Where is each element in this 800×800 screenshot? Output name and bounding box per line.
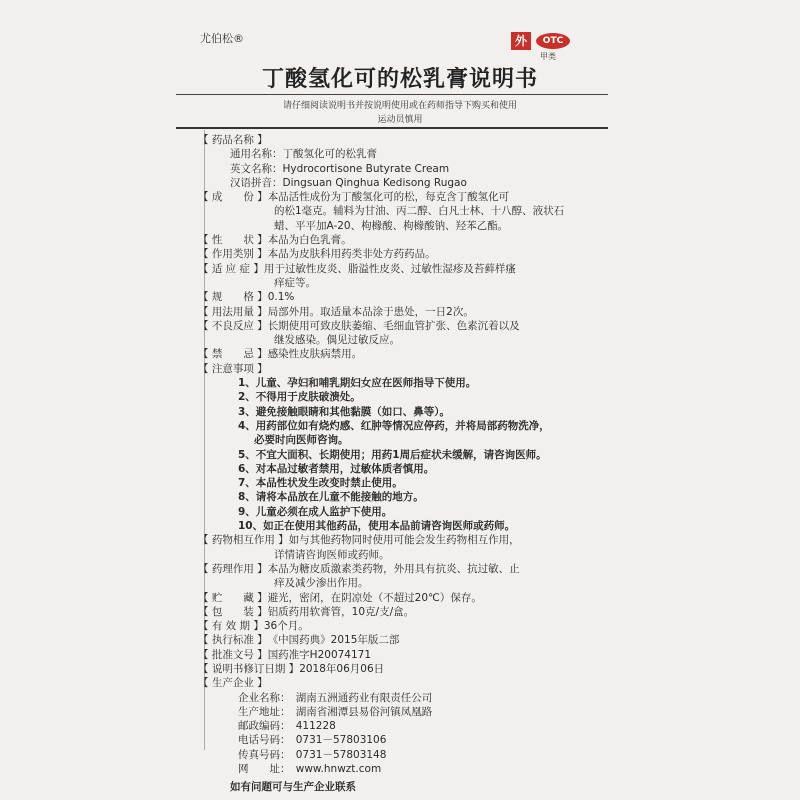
section-spec: 【 规 格 】0.1% bbox=[198, 291, 295, 304]
indications-line2: 痒症等。 bbox=[274, 276, 316, 289]
brand-logo: 尤伯松® bbox=[200, 32, 244, 45]
precaution-item: 5、不宜大面积、长期使用；用药1周后症状未缓解，请咨询医师。 bbox=[238, 448, 547, 461]
external-use-badge: 外 bbox=[511, 32, 531, 50]
athlete-notice: 运动员慎用 bbox=[377, 115, 423, 125]
precaution-item: 8、请将本品放在儿童不能接触的地方。 bbox=[238, 491, 424, 504]
precaution-item: 3、避免接触眼睛和其他黏膜（如口、鼻等）。 bbox=[238, 405, 451, 418]
precaution-item: 6、对本品过敏者禁用，过敏体质者慎用。 bbox=[238, 462, 435, 475]
interactions-line2: 详情请咨询医师或药师。 bbox=[274, 548, 390, 561]
precaution-item: 10、如正在使用其他药品，使用本品前请咨询医师或药师。 bbox=[238, 520, 516, 533]
section-validity: 【 有 效 期 】36个月。 bbox=[198, 620, 309, 633]
section-category: 【 作用类别 】本品为皮肤科用药类非处方药药品。 bbox=[198, 248, 436, 261]
section-contraindications: 【 禁 忌 】感染性皮肤病禁用。 bbox=[198, 348, 363, 361]
manufacturer-website: 网 址： www.hnwzt.com bbox=[238, 763, 382, 776]
section-interactions: 【 药物相互作用 】如与其他药物同时使用可能会发生药物相互作用， bbox=[198, 534, 520, 547]
title-divider bbox=[176, 94, 608, 95]
precaution-item: 7、本品性状发生改变时禁止使用。 bbox=[238, 477, 403, 490]
pinyin-name: 汉语拼音：Dingsuan Qinghua Kedisong Rugao bbox=[230, 176, 467, 189]
section-standard: 【 执行标准 】《中国药典》2015年版二部 bbox=[198, 634, 400, 647]
otc-badge: OTC bbox=[536, 33, 570, 49]
precaution-item: 9、儿童必须在成人监护下使用。 bbox=[238, 505, 393, 518]
section-pharmacology: 【 药理作用 】本品为糖皮质激素类药物，外用具有抗炎、抗过敏、止 bbox=[198, 562, 520, 575]
leaflet-body bbox=[198, 133, 598, 795]
section-indications: 【 适 应 症 】用于过敏性皮炎、脂溢性皮炎、过敏性湿疹及苔藓样瘙 bbox=[198, 262, 516, 275]
manufacturer-postcode: 邮政编码： 411228 bbox=[238, 720, 336, 733]
contact-footer: 如有问题可与生产企业联系 bbox=[230, 781, 356, 794]
manufacturer-fax: 传真号码： 0731－57803148 bbox=[238, 748, 387, 761]
pharmacology-line2: 痒及减少渗出作用。 bbox=[274, 577, 369, 590]
manufacturer-phone: 电话号码： 0731－57803106 bbox=[238, 734, 387, 747]
section-approval: 【 批准文号 】国药准字H20074171 bbox=[198, 648, 372, 661]
precaution-item: 4、用药部位如有烧灼感、红肿等情况应停药，并将局部药物洗净， bbox=[238, 419, 550, 432]
precaution-item-continued: 必要时向医师咨询。 bbox=[254, 434, 349, 447]
document-title: 丁酸氢化可的松乳膏说明书 bbox=[261, 67, 538, 92]
ingredients-line3: 蜡、平平加A-20、枸橼酸、枸橼酸钠、羟苯乙酯。 bbox=[274, 219, 509, 232]
common-name: 通用名称：丁酸氢化可的松乳膏 bbox=[230, 148, 377, 161]
section-character: 【 性 状 】本品为白色乳膏。 bbox=[198, 234, 352, 247]
adverse-line2: 继发感染。偶见过敏反应。 bbox=[274, 334, 400, 347]
usage-notice: 请仔细阅读说明书并按说明使用或在药师指导下购买和使用 bbox=[282, 101, 517, 111]
section-ingredients: 【 成 份 】本品活性成份为丁酸氢化可的松，每克含丁酸氢化可 bbox=[198, 191, 510, 204]
section-storage: 【 贮 藏 】避光，密闭，在阴凉处（不超过20℃）保存。 bbox=[198, 591, 482, 604]
section-manufacturer-heading: 【 生产企业 】 bbox=[198, 677, 268, 690]
section-adverse: 【 不良反应 】长期使用可致皮肤萎缩、毛细血管扩张、色素沉着以及 bbox=[198, 319, 520, 332]
section-name-heading: 【 药品名称 】 bbox=[198, 134, 268, 146]
english-name: 英文名称：Hydrocortisone Butyrate Cream bbox=[230, 162, 450, 175]
section-revision-date: 【 说明书修订日期 】2018年06月06日 bbox=[198, 662, 385, 675]
header-divider bbox=[176, 127, 608, 129]
ingredients-line2: 的松1毫克。辅料为甘油、丙二醇、白凡士林、十八醇、液状石 bbox=[274, 205, 565, 218]
precaution-item: 2、不得用于皮肤破溃处。 bbox=[238, 391, 361, 404]
precaution-item: 1、儿童、孕妇和哺乳期妇女应在医师指导下使用。 bbox=[238, 377, 477, 390]
section-dosage: 【 用法用量 】局部外用。取适量本品涂于患处，一日2次。 bbox=[198, 305, 474, 318]
manufacturer-address: 生产地址： 湖南省湘潭县易俗河镇凤凰路 bbox=[238, 705, 433, 718]
manufacturer-name: 企业名称： 湖南五洲通药业有限责任公司 bbox=[238, 691, 433, 704]
section-package: 【 包 装 】铝质药用软膏管，10克/支/盒。 bbox=[198, 605, 415, 618]
section-precautions-heading: 【 注意事项 】 bbox=[198, 362, 268, 375]
otc-class-label: 甲类 bbox=[540, 52, 556, 61]
